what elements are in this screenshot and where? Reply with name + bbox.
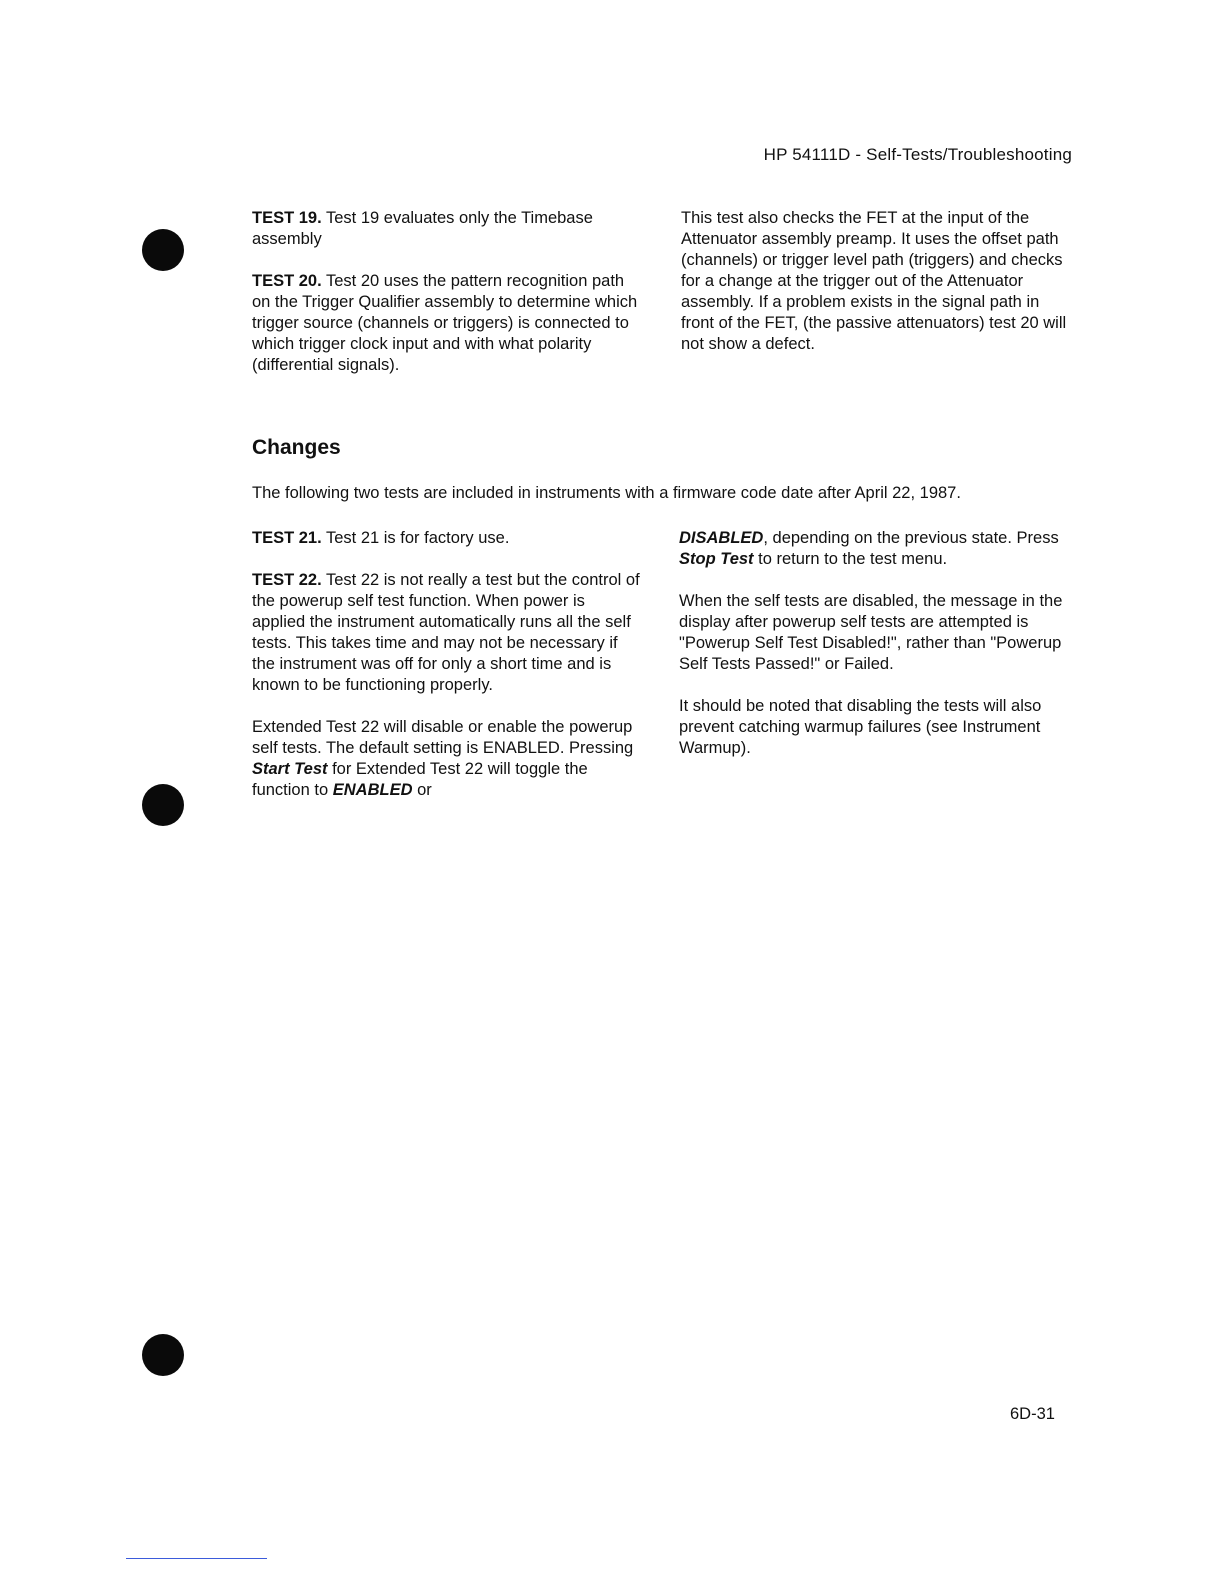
- cont-text-2: to return to the test menu.: [753, 550, 948, 568]
- disabled-keyword: DISABLED: [679, 529, 764, 547]
- test-20-text: Test 20 uses the pattern recognition path on the Trigger Qualifier assembly to determine which trigger source (channels or triggers) is connected to which trigger clock input and with what polarity (differential signals).: [252, 272, 638, 374]
- ext-text-2: for Extended Test 22 will toggle the function to: [252, 760, 588, 799]
- start-test-key: Start Test: [252, 760, 328, 778]
- binder-hole-top: [142, 229, 184, 271]
- footer-rule: [126, 1558, 267, 1559]
- extended-test-22-paragraph: [252, 717, 642, 801]
- test-22-paragraph: [252, 570, 642, 696]
- test-21-label: TEST 21.: [252, 529, 322, 547]
- right-column-bottom: [679, 528, 1073, 780]
- warmup-note-paragraph: It should be noted that disabling the tests will also prevent catching warmup failures (see Instrument Warmup).: [679, 697, 1042, 757]
- test-20-paragraph: [252, 271, 642, 376]
- section-heading-changes: Changes: [252, 436, 341, 459]
- test-21-paragraph: [252, 528, 642, 549]
- test-22-text: Test 22 is not really a test but the control of the powerup self test function. When power is applied the instrument automatically runs all the self tests. This takes time and may not be necessary if the instrument was off for only a short time and is known to be functioning properly.: [252, 571, 640, 694]
- running-header: HP 54111D - Self-Tests/Troubleshooting: [763, 145, 1072, 164]
- left-column-bottom: [252, 528, 642, 822]
- changes-intro: The following two tests are included in instruments with a firmware code date after April 22, 1987.: [252, 484, 961, 502]
- test-19-paragraph: [252, 208, 642, 250]
- disabled-message-paragraph: When the self tests are disabled, the message in the display after powerup self tests are attempted is "Powerup Self Test Disabled!", rather than "Powerup Self Tests Passed!" or Failed.: [679, 592, 1063, 673]
- test-20-label: TEST 20.: [252, 272, 322, 290]
- enabled-keyword: ENABLED: [332, 781, 413, 799]
- continuation-paragraph: [679, 528, 1073, 570]
- fet-paragraph: This test also checks the FET at the input of the Attenuator assembly preamp. It uses the offset path (channels) or trigger level path (triggers) and checks for a change at the trigger out of the Attenuator assembly. If a problem exists in the signal path in front of the FET, (the passive attenuators) test 20 will not show a defect.: [681, 209, 1067, 353]
- left-column-top: [252, 208, 642, 397]
- test-19-text: Test 19 evaluates only the Timebase assembly: [252, 209, 593, 248]
- ext-text-3: or: [412, 781, 432, 799]
- test-19-label: TEST 19.: [252, 209, 322, 227]
- test-21-text: Test 21 is for factory use.: [321, 529, 510, 547]
- test-22-label: TEST 22.: [252, 571, 322, 589]
- cont-text-1: , depending on the previous state. Press: [763, 529, 1059, 547]
- ext-text-1: Extended Test 22 will disable or enable the powerup self tests. The default setting is ENABLED. Pressing: [252, 718, 634, 757]
- page-number: 6D-31: [1010, 1405, 1055, 1423]
- binder-hole-bottom: [142, 1334, 184, 1376]
- binder-hole-middle: [142, 784, 184, 826]
- right-column-top: [681, 208, 1073, 376]
- stop-test-key: Stop Test: [679, 550, 754, 568]
